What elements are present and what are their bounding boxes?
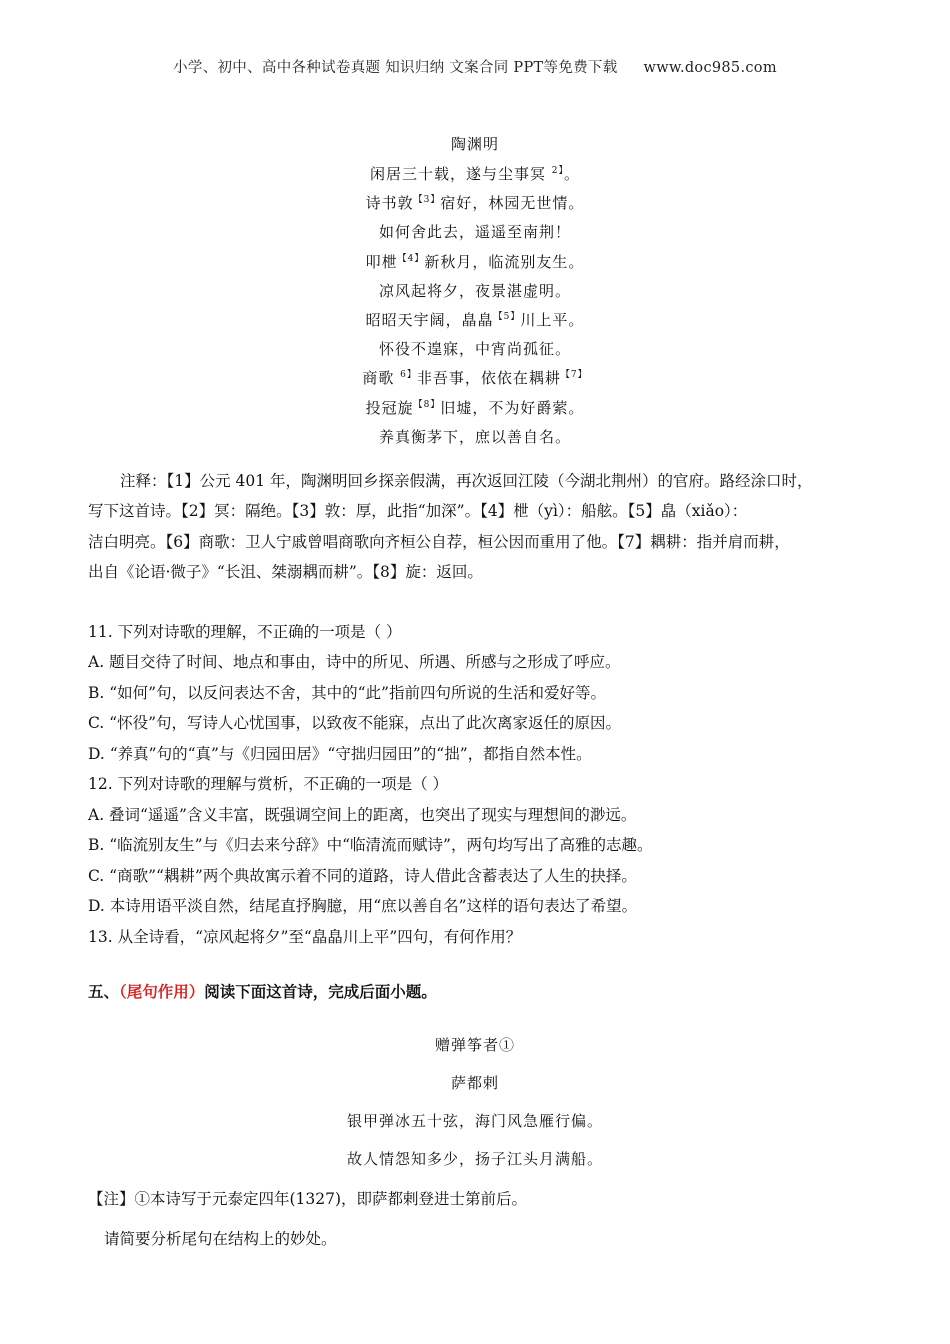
poem1-line-text: 闲居三十载，遂与尘事冥 — [369, 165, 552, 183]
poem1-line-text: 投冠旋 — [365, 398, 414, 417]
footnote-marker: 【8】 — [413, 399, 441, 410]
q11-stem: 11. 下列对诗歌的理解，不正确的一项是（ ） — [88, 623, 402, 641]
footnote-marker: 6】 — [400, 370, 417, 381]
poem2-note: 【注】①本诗写于元泰定四年(1327)，即萨都剌登进士第前后。 — [88, 1190, 528, 1208]
poem1-line-text: 商歌 — [362, 369, 401, 388]
poem2-author: 萨都剌 — [450, 1074, 499, 1092]
q11-option-b: B. “如何”句，以反问表达不舍，其中的“此”指前四句所说的生活和爱好等。 — [88, 684, 606, 702]
q13-stem: 13. 从全诗看，“凉风起将夕”至“皛皛川上平”四句，有何作用？ — [88, 928, 522, 946]
poem1-line-text: 川上平。 — [520, 311, 585, 329]
footnote-marker: 【7】 — [560, 370, 588, 381]
q12-option-a: A. 叠词“遥遥”含义丰富，既强调空间上的距离，也突出了现实与理想间的渺远。 — [88, 806, 637, 824]
page-header — [0, 56, 950, 77]
poem1-line — [0, 280, 950, 301]
poem1-line-text: 。 — [564, 165, 581, 183]
poem2-title: 赠弹筝者① — [434, 1036, 515, 1054]
poem2-line: 故人情怨知多少，扬子江头月满船。 — [346, 1150, 603, 1168]
header-url[interactable]: www.doc985.com — [643, 60, 777, 76]
poem1-line-text: 凉风起将夕，夜景湛虚明。 — [378, 281, 571, 300]
poem1-line-text: 怀役不遑寐，中宵尚孤征。 — [378, 340, 571, 359]
poem1-line — [0, 367, 950, 388]
poem1-notes — [88, 466, 868, 497]
q11-option-a: A. 题目交待了时间、地点和事由，诗中的所见、所遇、所感与之形成了呼应。 — [88, 653, 621, 671]
section5-heading — [88, 980, 437, 1002]
note-line: 注释：【1】公元 401 年，陶渊明回乡探亲假满，再次返回江陵（今湖北荆州）的官府。路经涂口时， — [120, 472, 813, 490]
poem1-author: 陶渊明 — [450, 135, 499, 153]
poem1-line-text: 旧墟，不为好爵萦。 — [440, 398, 585, 417]
poem1-line-text: 非吾事，依依在耦耕 — [416, 369, 561, 388]
poem1-line-text: 如何舍此去，遥遥至南荆！ — [378, 223, 571, 242]
poem1-line-text: 叩枻 — [365, 252, 398, 271]
poem1-line-text: 宿好，林园无世情。 — [440, 194, 585, 213]
poem1-line-text: 养真衡茅下，庶以善自名。 — [378, 427, 571, 446]
final-question: 请简要分析尾句在结构上的妙处。 — [104, 1230, 337, 1248]
footnote-marker: 【4】 — [397, 253, 425, 264]
poem2-line: 银甲弹冰五十弦，海门风急雁行偏。 — [346, 1112, 603, 1130]
q11-option-d: D. “养真”句的“真”与《归园田居》“守拙归园田”的“拙”，都指自然本性。 — [88, 745, 592, 763]
poem1-line-text: 昭昭天宇阔，皛皛 — [365, 311, 494, 329]
header-text: 小学、初中、高中各种试卷真题 知识归纳 文案合同 PPT等免费下载 — [173, 60, 618, 76]
poem1-line — [0, 397, 950, 418]
poem1-line — [0, 192, 950, 213]
poem1-line — [0, 338, 950, 359]
footnote-marker: 2】 — [551, 166, 564, 176]
note-line: 洁白明亮。【6】商歌：卫人宁戚曾唱商歌向齐桓公自荐，桓公因而重用了他。【7】耦耕：指并肩而耕， — [88, 532, 790, 551]
footnote-marker: 【3】 — [413, 195, 441, 206]
poem1-line-text: 新秋月，临流别友生。 — [424, 252, 585, 271]
poem1-notes-cont — [88, 496, 868, 588]
poem1-line — [0, 163, 950, 184]
poem1-line-text: 诗书敦 — [365, 194, 414, 213]
poem1-line — [0, 221, 950, 242]
q12-option-d: D. 本诗用语平淡自然，结尾直抒胸臆，用“庶以善自名”这样的语句表达了希望。 — [88, 897, 638, 915]
note-line: 写下这首诗。【2】冥：隔绝。【3】敦：厚，此指“加深”。【4】枻（yì）：船舷。【5】皛（xiǎo）： — [88, 502, 748, 520]
footnote-marker: 【5】 — [493, 312, 521, 322]
section5-text: 阅读下面这首诗，完成后面小题。 — [204, 982, 437, 1001]
section5-tag: （尾句作用） — [119, 982, 205, 1001]
q11-option-c: C. “怀役”句，写诗人心忧国事，以致夜不能寐，点出了此次离家返任的原因。 — [88, 714, 622, 732]
q12-option-b: B. “临流别友生”与《归去来兮辞》中“临清流而赋诗”，两句均写出了高雅的志趣。 — [88, 836, 653, 854]
q12-stem: 12. 下列对诗歌的理解与赏析，不正确的一项是（ ） — [88, 775, 449, 793]
section5-number: 五、 — [88, 982, 120, 1001]
note-line: 出自《论语·微子》“长沮、桀溺耦而耕”。【8】旋：返回。 — [88, 563, 483, 581]
poem1-line — [0, 309, 950, 330]
poem1-line — [0, 251, 950, 272]
poem1-line — [0, 426, 950, 447]
q12-option-c: C. “商歌”“耦耕”两个典故寓示着不同的道路，诗人借此含蓄表达了人生的抉择。 — [88, 867, 637, 885]
